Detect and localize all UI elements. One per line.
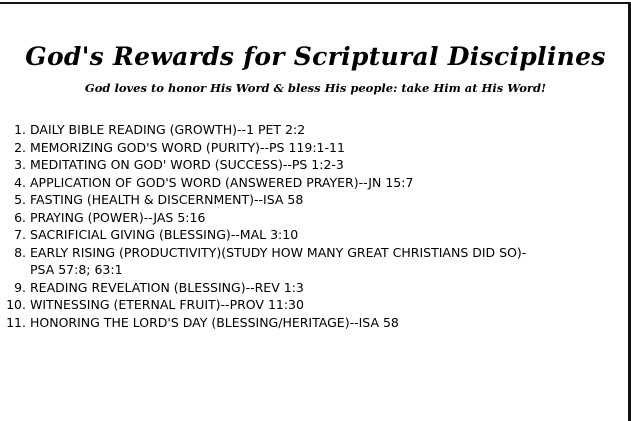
item-text: APPLICATION OF GOD'S WORD (ANSWERED PRAYER)--JN 15:7	[30, 174, 414, 190]
list-item	[6, 156, 626, 174]
item-text: SACRIFICIAL GIVING (BLESSING)--MAL 3:10	[30, 227, 299, 242]
item-text-wrapper	[26, 244, 526, 279]
list-item	[6, 191, 626, 209]
list-item	[6, 139, 626, 157]
page-subtitle: God loves to honor His Word & bless His people: take Him at His Word!	[84, 81, 547, 95]
list-item	[6, 279, 626, 297]
item-number: 4.	[14, 174, 26, 190]
item-number: 10.	[6, 297, 26, 312]
list-item	[6, 244, 626, 279]
item-number: 3.	[14, 157, 26, 172]
item-number: 2.	[14, 139, 26, 155]
item-number: 7.	[14, 227, 26, 242]
list-item	[6, 296, 626, 314]
page-border-top	[0, 2, 631, 4]
item-number: 8.	[14, 244, 26, 260]
list-item	[6, 226, 626, 244]
item-text: MEDITATING ON GOD' WORD (SUCCESS)--PS 1:2-3	[30, 157, 344, 172]
item-text: WITNESSING (ETERNAL FRUIT)--PROV 11:30	[30, 297, 304, 312]
item-text: HONORING THE LORD'S DAY (BLESSING/HERITAGE)--ISA 58	[30, 314, 399, 330]
item-number: 9.	[14, 279, 26, 295]
item-number: 6.	[14, 209, 26, 225]
disciplines-list	[6, 121, 626, 331]
page-title: God's Rewards for Scriptural Disciplines	[25, 42, 606, 71]
item-number: 11.	[6, 314, 26, 330]
item-text: PRAYING (POWER)--JAS 5:16	[30, 209, 206, 225]
item-text: DAILY BIBLE READING (GROWTH)--1 PET 2:2	[30, 122, 306, 137]
item-text: FASTING (HEALTH & DISCERNMENT)--ISA 58	[30, 192, 304, 207]
item-text-continuation: PSA 57:8; 63:1	[30, 262, 123, 277]
item-number: 5.	[14, 192, 26, 207]
list-item	[6, 174, 626, 192]
list-item	[6, 121, 626, 139]
list-item	[6, 314, 626, 332]
list-item	[6, 209, 626, 227]
item-text: EARLY RISING (PRODUCTIVITY)(STUDY HOW MANY GREAT CHRISTIANS DID SO)-	[30, 244, 527, 260]
item-text: READING REVELATION (BLESSING)--REV 1:3	[30, 279, 304, 295]
item-number: 1.	[14, 122, 26, 137]
item-text: MEMORIZING GOD'S WORD (PURITY)--PS 119:1-11	[30, 139, 345, 155]
